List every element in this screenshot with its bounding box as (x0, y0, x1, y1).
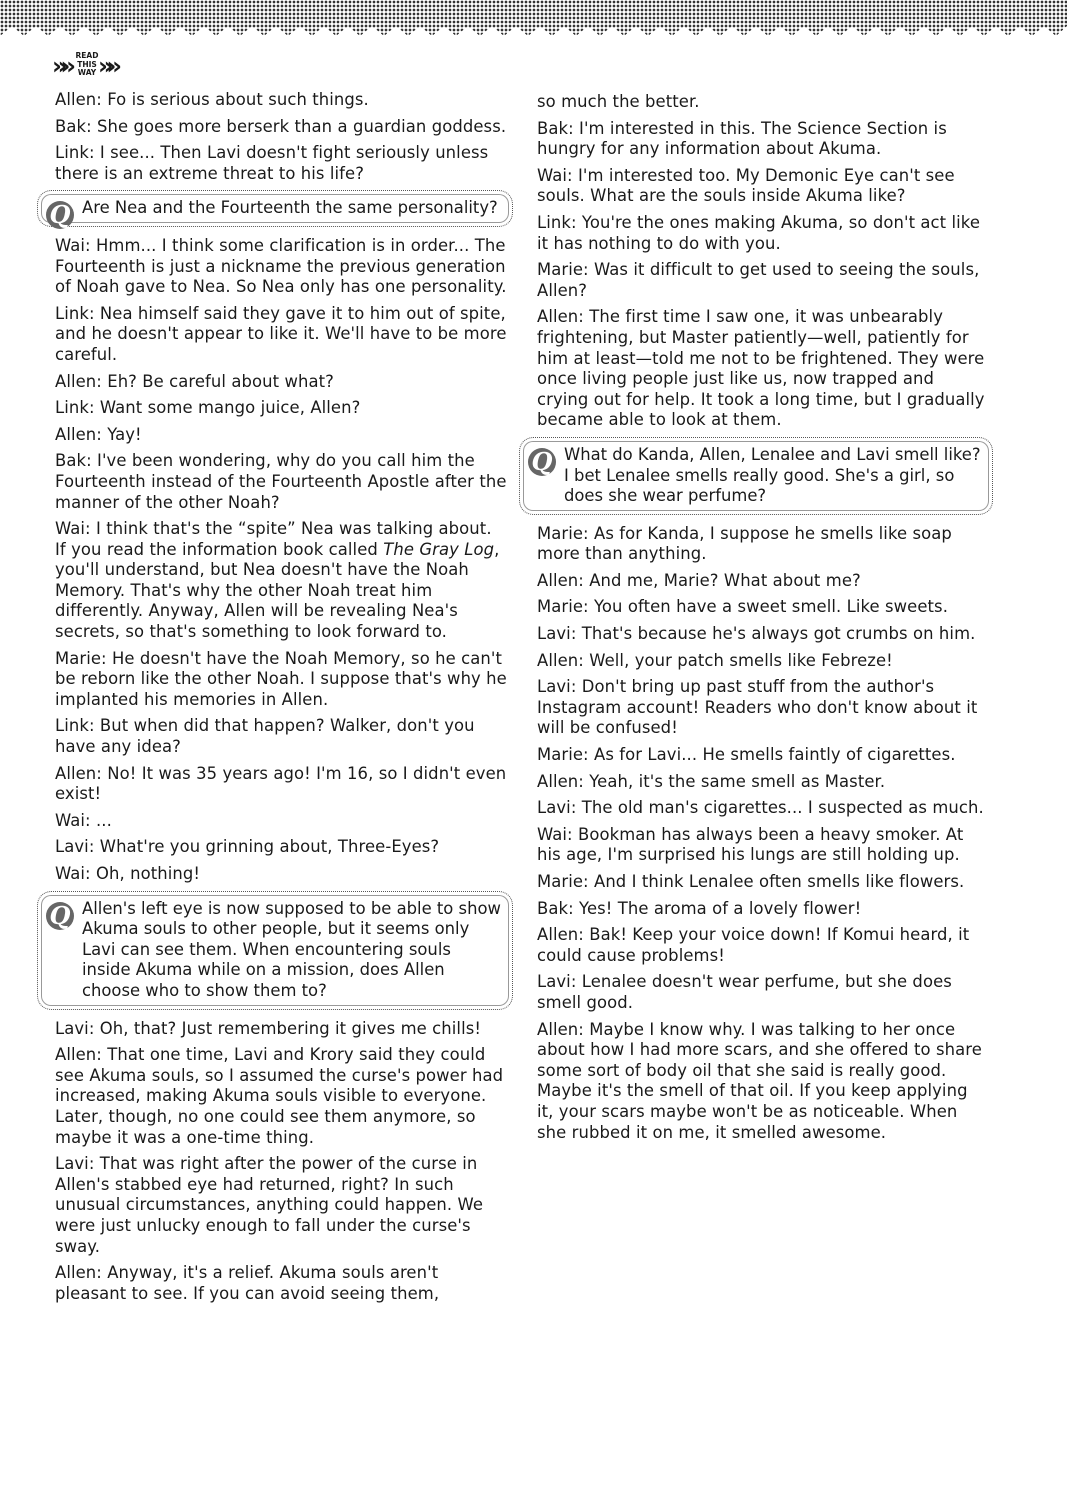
speaker-name: Wai: (55, 864, 91, 883)
dialogue-line (537, 972, 987, 1013)
dialogue-text-continued: , you'll understand, but Nea doesn't have the Noah Memory. That's why the other Noah treat him differently. Anyway, Allen will be revealing Nea's secrets, so that's something to look forward to. (55, 539, 500, 642)
dialogue-text: I see... Then Lavi doesn't fight seriously unless there is an extreme threat to his life? (55, 143, 489, 183)
speaker-name: Allen: (537, 570, 584, 590)
dialogue-line (537, 624, 987, 645)
speaker-name: Allen: (537, 771, 584, 791)
dialogue-text: I'm interested too. My Demonic Eye can't see souls. What are the souls inside Akuma like? (537, 165, 955, 206)
dialogue-line (537, 119, 987, 160)
speaker-name: Marie: (537, 523, 589, 543)
left-column (49, 90, 507, 1310)
dialogue-text: Eh? Be careful about what? (107, 371, 334, 391)
dialogue-line (55, 398, 507, 419)
speaker-name: Wai: (537, 824, 573, 844)
speaker-name: Marie: (537, 872, 589, 891)
speaker-name: Wai: (55, 235, 91, 255)
dialogue-line (55, 864, 507, 885)
dialogue-text: The first time I saw one, it was unbearably frightening, but Master patiently—well, patiently for him at least—told me not to be frightened. They were once living people just like us, now trapped and crying out for help. It took a long time, but I gradually became able to look at them. (537, 307, 985, 430)
dialogue-line (537, 677, 987, 739)
dialogue-line (537, 772, 987, 793)
dialogue-line (55, 117, 507, 138)
read-this-way-label: READ THIS WAY (75, 51, 99, 77)
speaker-name: Allen: (55, 1263, 102, 1283)
dialogue-line (537, 651, 987, 672)
read-direction-arrows-icon-right: »» (98, 52, 116, 80)
dialogue-line (55, 372, 507, 393)
dialogue-line (537, 92, 987, 113)
dialogue-text: Was it difficult to get used to seeing the souls, Allen? (537, 260, 980, 300)
speaker-name: Lavi: (55, 1154, 95, 1174)
speaker-name: Lavi: (537, 677, 577, 697)
dialogue-text: You often have a sweet smell. Like sweets. (594, 597, 949, 617)
speaker-name: Allen: (537, 1019, 584, 1039)
dialogue-text: Nea himself said they gave it to him out of spite, and he doesn't appear to like it. We'll have to be more careful. (55, 303, 507, 364)
dialogue-line (55, 649, 507, 711)
speaker-name: Marie: (537, 597, 589, 617)
dialogue-text: so much the better. (537, 92, 700, 111)
speaker-name: Wai: (55, 519, 91, 539)
dialogue-text: And me, Marie? What about me? (589, 570, 861, 590)
dialogue-line (55, 143, 507, 184)
speaker-name: Bak: (55, 116, 92, 136)
dialogue-line (55, 837, 507, 858)
dialogue-text: As for Kanda, I suppose he smells like soap more than anything. (537, 523, 952, 564)
question-mark-icon: Q (46, 902, 74, 930)
dialogue-line (537, 597, 987, 618)
book-title: The Gray Log (383, 539, 495, 559)
dialogue-text: Don't bring up past stuff from the author's Instagram account! Readers who don't know about it will be confused! (537, 677, 978, 738)
dialogue-text: Well, your patch smells like Febreze! (589, 650, 893, 670)
dialogue-text: Lenalee doesn't wear perfume, but she does smell good. (537, 972, 952, 1012)
dialogue-line (55, 236, 507, 298)
dialogue-text: And I think Lenalee often smells like flowers. (594, 872, 965, 891)
dialogue-line (55, 1019, 507, 1040)
dialogue-text: He doesn't have the Noah Memory, so he can't be reborn like the other Noah. I suppose that's why he implanted his memories in Allen. (55, 648, 507, 709)
dialogue-line (55, 90, 507, 111)
dialogue-line (537, 745, 987, 766)
question-text: Are Nea and the Fourteenth the same personality? (82, 198, 498, 218)
dialogue-text: Hmm... I think some clarification is in order... The Fourteenth is just a nickname the previous generation of Noah gave to Nea. So Nea only has one personality. (55, 235, 507, 297)
dialogue-line (55, 451, 507, 513)
dialogue-text: Fo is serious about such things. (107, 90, 369, 109)
speaker-name: Link: (55, 716, 95, 736)
dialogue-text: Yeah, it's the same smell as Master. (589, 771, 886, 791)
speaker-name: Link: (55, 398, 95, 418)
dialogue-text: That was right after the power of the curse in Allen's stabbed eye had returned, right? In such unusual circumstances, anything could happen. We were just unlucky enough to fall under the curse's sway. (55, 1154, 484, 1256)
speaker-name: Allen: (55, 1045, 102, 1065)
speaker-name: Bak: (537, 898, 574, 918)
dialogue-line (537, 872, 987, 893)
dialogue-line (55, 716, 507, 757)
dialogue-text: That's because he's always got crumbs on him. (581, 624, 976, 644)
zigzag-header-edge (0, 22, 1067, 46)
speaker-name: Link: (55, 143, 95, 163)
dialogue-line (537, 524, 987, 565)
dialogue-text: Bak! Keep your voice down! If Komui heard, it could cause problems! (537, 925, 970, 965)
dialogue-line (537, 307, 987, 431)
dialogue-text: Yay! (107, 424, 142, 444)
speaker-name: Lavi: (55, 837, 95, 857)
dialogue-line (537, 825, 987, 866)
dialogue-line (55, 1263, 507, 1304)
dialogue-text: I think that's the “spite” Nea was talking about. If you read the information book called (55, 519, 492, 559)
dialogue-text: What're you grinning about, Three-Eyes? (99, 837, 440, 857)
dialogue-line (537, 260, 987, 301)
dialogue-line (55, 811, 507, 832)
dialogue-line (55, 1154, 507, 1257)
dialogue-text: That one time, Lavi and Krory said they could see Akuma souls, so I assumed the curse's power had increased, making Akuma souls visible to everyone. Later, though, no one could see them anymore, so maybe it was a one-time thing. (55, 1045, 504, 1147)
dialogue-line (537, 798, 987, 819)
dialogue-text: Maybe I know why. I was talking to her once about how I had more scars, and she offered to share some sort of body oil that she said is really good. Maybe it's the smell of that oil. If you keep applying it, your scars maybe won't be as noticeable. When she rubbed it on me, it smelled awesome. (537, 1019, 982, 1142)
speaker-name: Allen: (55, 763, 102, 783)
speaker-name: Allen: (537, 307, 584, 327)
dialogue-text: Yes! The aroma of a lovely flower! (579, 898, 862, 918)
speaker-name: Lavi: (55, 1018, 95, 1038)
question-box (37, 190, 513, 230)
dialogue-text: I've been wondering, why do you call him the Fourteenth instead of the Fourteenth Apostle after the manner of the other Noah? (55, 451, 507, 512)
speaker-name: Allen: (55, 424, 102, 444)
question-box (37, 891, 513, 1010)
dialogue-line (55, 1045, 507, 1148)
dialogue-text: Anyway, it's a relief. Akuma souls aren't pleasant to see. If you can avoid seeing them, (55, 1263, 440, 1303)
speaker-name: Lavi: (537, 624, 577, 644)
question-text: What do Kanda, Allen, Lenalee and Lavi smell like? I bet Lenalee smells really good. She's a girl, so does she wear perfume? (564, 444, 981, 506)
speaker-name: Lavi: (537, 798, 577, 818)
right-column (531, 92, 987, 1149)
question-text: Allen's left eye is now supposed to be able to show Akuma souls to other people, but it seems only Lavi can see them. When encountering souls inside Akuma while on a mission, does Allen choose who to show them to? (82, 898, 501, 1000)
dialogue-text: Want some mango juice, Allen? (99, 398, 361, 418)
question-box (519, 437, 993, 515)
speaker-name: Bak: (55, 451, 92, 471)
dialogue-line (55, 304, 507, 366)
dialogue-line (537, 213, 987, 254)
speaker-name: Link: (55, 303, 95, 323)
dialogue-line (537, 1020, 987, 1144)
speaker-name: Bak: (537, 118, 574, 138)
dialogue-text: Oh, nothing! (96, 864, 201, 883)
speaker-name: Lavi: (537, 972, 577, 992)
read-direction-arrows-icon: »» (52, 52, 70, 80)
question-mark-icon: Q (528, 448, 556, 476)
dialogue-line (537, 166, 987, 207)
speaker-name: Allen: (55, 371, 102, 391)
dialogue-text: You're the ones making Akuma, so don't act like it has nothing to do with you. (537, 212, 981, 253)
dialogue-text: No! It was 35 years ago! I'm 16, so I didn't even exist! (55, 763, 507, 804)
dialogue-text: As for Lavi... He smells faintly of cigarettes. (594, 745, 956, 765)
dialogue-text: Oh, that? Just remembering it gives me chills! (99, 1018, 482, 1038)
question-mark-icon: Q (46, 201, 74, 229)
dialogue-line (55, 519, 507, 643)
speaker-name: Marie: (55, 648, 107, 668)
dialogue-text: I'm interested in this. The Science Section is hungry for any information about Akuma. (537, 118, 947, 159)
speaker-name: Wai: (537, 165, 573, 185)
dialogue-line (55, 764, 507, 805)
speaker-name: Allen: (537, 650, 584, 670)
speaker-name: Allen: (55, 90, 102, 109)
dialogue-text: Bookman has always been a heavy smoker. At his age, I'm surprised his lungs are still holding up. (537, 824, 964, 865)
speaker-name: Marie: (537, 260, 589, 280)
speaker-name: Wai: (55, 810, 91, 830)
speaker-name: Marie: (537, 745, 589, 765)
dialogue-line (537, 571, 987, 592)
dialogue-line (537, 925, 987, 966)
dialogue-line (55, 425, 507, 446)
dialogue-text: But when did that happen? Walker, don't you have any idea? (55, 716, 475, 757)
read-this-way-marker (52, 52, 132, 82)
dialogue-text: The old man's cigarettes... I suspected as much. (581, 798, 984, 818)
dialogue-text: ... (96, 810, 112, 830)
dialogue-line (537, 899, 987, 920)
speaker-name: Allen: (537, 925, 584, 945)
dialogue-text: She goes more berserk than a guardian goddess. (97, 116, 507, 136)
speaker-name: Link: (537, 212, 577, 232)
